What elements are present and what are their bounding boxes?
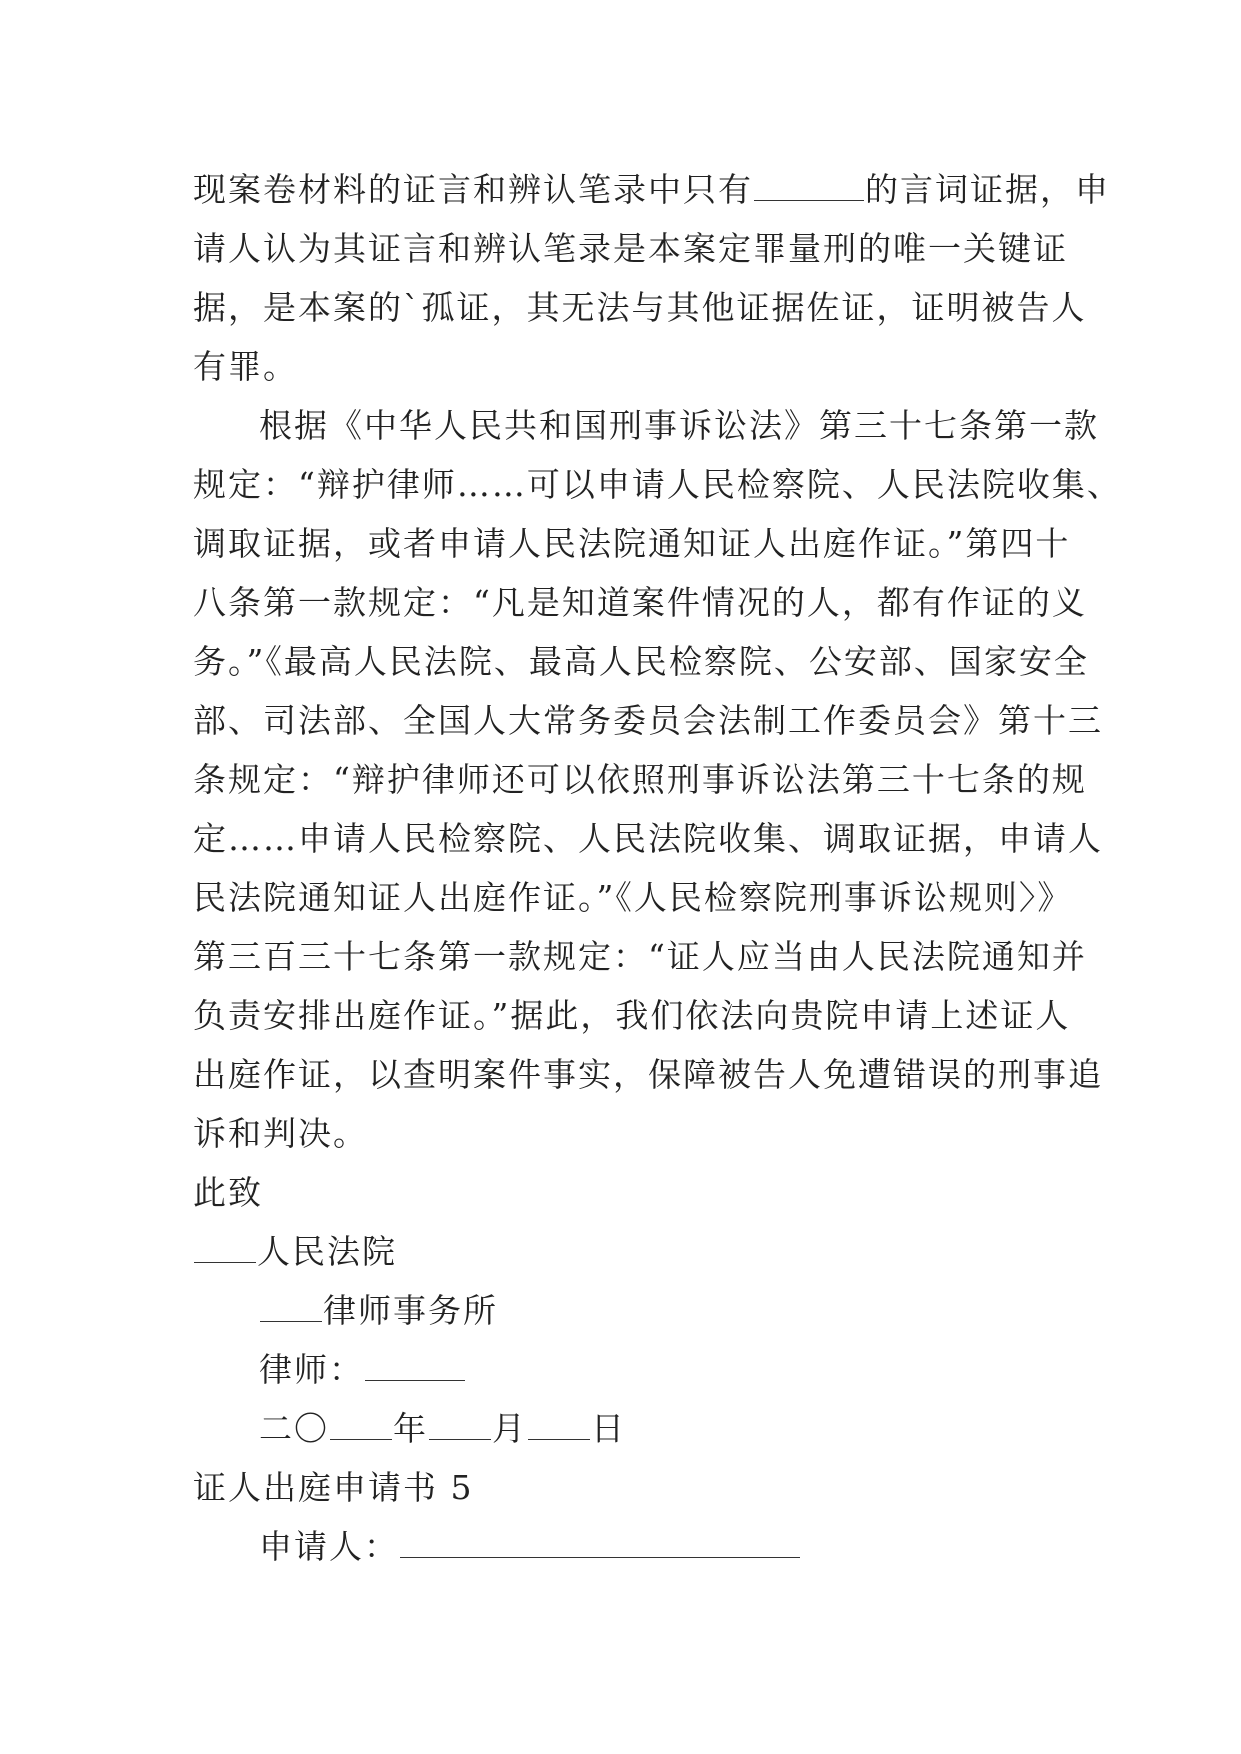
year-label: 年 [393,1409,428,1448]
paragraph-2-line-8: 定……申请人民检察院、人民法院收集、调取证据，申请人 [193,819,1103,858]
paragraph-2-line-5: 务。”《最高人民法院、最高人民检察院、公安部、国家安全 [193,642,1089,681]
year-blank[interactable] [330,1409,392,1440]
paragraph-2-line-7: 条规定：“辩护律师还可以依照刑事诉讼法第三十七条的规 [193,760,1087,799]
date-prefix: 二〇 [259,1409,329,1448]
court-name-blank[interactable] [194,1232,256,1263]
lawyer-label: 律师： [259,1350,364,1389]
paragraph-2-line-13: 诉和判决。 [193,1114,368,1153]
next-document-title: 证人出庭申请书 5 [193,1468,474,1507]
paragraph-2-line-1: 根据《中华人民共和国刑事诉讼法》第三十七条第一款 [259,406,1099,445]
paragraph-2-line-4: 八条第一款规定：“凡是知道案件情况的人，都有作证的义 [193,583,1087,622]
witness-name-blank[interactable] [754,170,864,201]
paragraph-2-line-3: 调取证据，或者申请人民法院通知证人出庭作证。”第四十 [193,524,1071,563]
applicant-name-blank[interactable] [400,1527,800,1558]
lawyer-line [193,1340,1073,1399]
lawyer-name-blank[interactable] [365,1350,465,1381]
closing-salutation: 此致 [193,1173,263,1212]
date-line [193,1399,1073,1458]
paragraph-1-line-2: 请人认为其证言和辨认笔录是本案定罪量刑的唯一关键证 [193,229,1068,268]
court-label: 人民法院 [257,1232,397,1271]
paragraph-2-line-6: 部、司法部、全国人大常务委员会法制工作委员会》第十三 [193,701,1103,740]
court-line [193,1222,1073,1281]
applicant-line [193,1517,1073,1576]
law-firm-label: 律师事务所 [323,1291,498,1330]
paragraph-2-line-10: 第三百三十七条第一款规定：“证人应当由人民法院通知并 [193,937,1087,976]
paragraph-2-line-2: 规定：“辩护律师……可以申请人民检察院、人民法院收集、 [193,465,1122,504]
month-blank[interactable] [429,1409,491,1440]
paragraph-2-line-9: 民法院通知证人出庭作证。”《人民检察院刑事诉讼规则〉》 [193,878,1073,917]
day-blank[interactable] [528,1409,590,1440]
law-firm-line [193,1281,1073,1340]
paragraph-1-text-before-blank: 现案卷材料的证言和辨认笔录中只有 [193,170,753,209]
paragraph-1-text-after-blank: 的言词证据，申 [865,170,1110,209]
paragraph-1-line-1 [193,160,1110,219]
day-label: 日 [591,1409,626,1448]
paragraph-2-line-11: 负责安排出庭作证。”据此，我们依法向贵院申请上述证人 [193,996,1071,1035]
law-firm-name-blank[interactable] [260,1291,322,1322]
document-body [193,160,1122,1576]
paragraph-2-line-12: 出庭作证，以查明案件事实，保障被告人免遭错误的刑事追 [193,1055,1103,1094]
applicant-label: 申请人： [259,1527,399,1566]
paragraph-1-line-4: 有罪。 [193,347,298,386]
month-label: 月 [492,1409,527,1448]
paragraph-1-line-3: 据，是本案的`孤证，其无法与其他证据佐证，证明被告人 [193,288,1087,327]
